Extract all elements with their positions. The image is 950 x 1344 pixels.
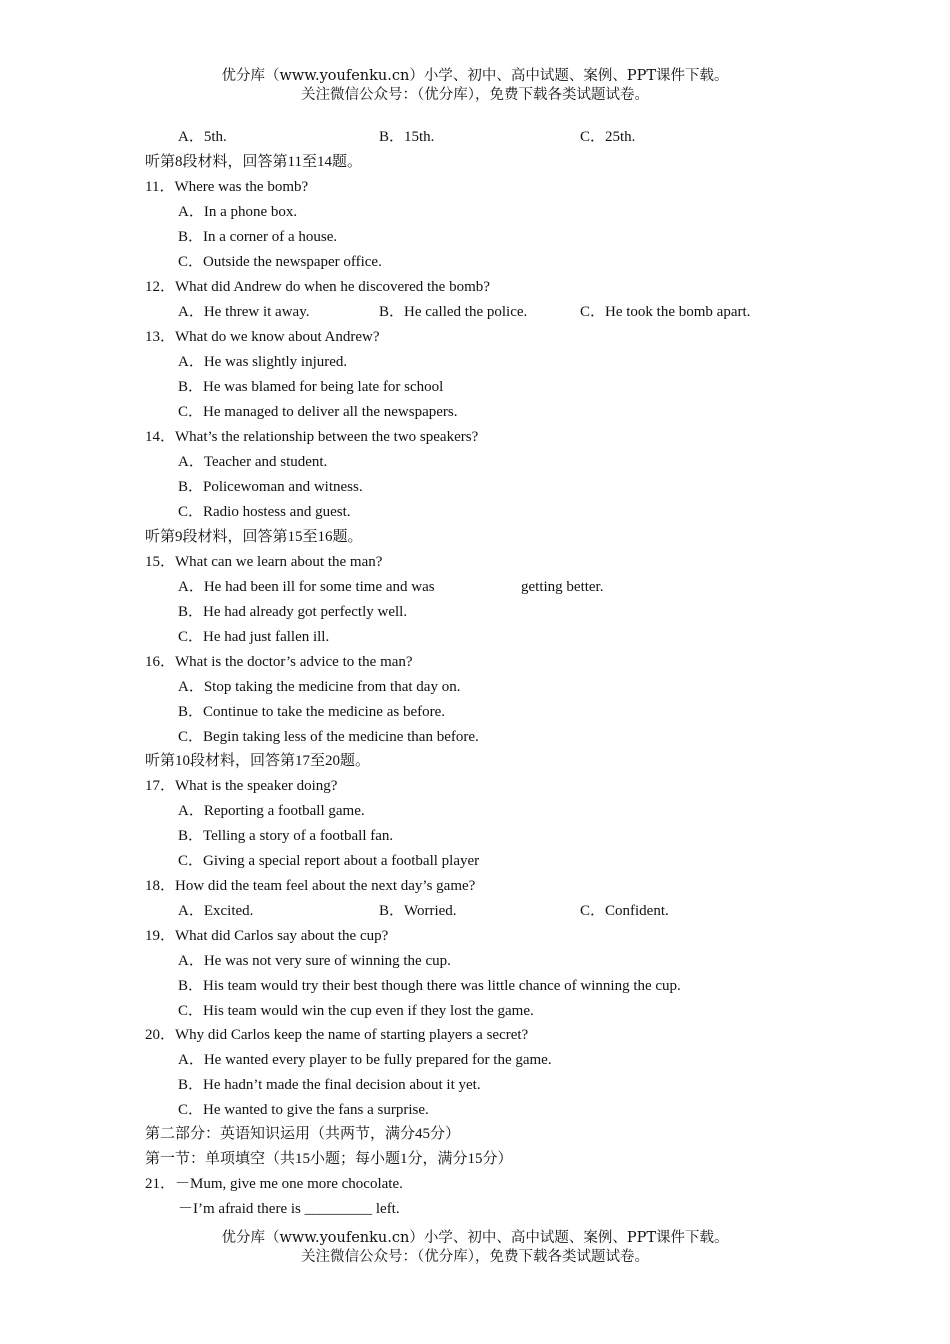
option-b: B．Policewoman and witness. xyxy=(178,479,363,495)
option-a-continued: getting better. xyxy=(521,579,604,595)
option-c: C．He took the bomb apart. xyxy=(580,304,751,320)
question-stem: 14．What’s the relationship between the two speakers? xyxy=(145,429,479,445)
option-b: B．15th. xyxy=(379,129,435,145)
option-b: B．He hadn’t made the final decision about it yet. xyxy=(178,1077,481,1093)
option-c: C．Giving a special report about a football player xyxy=(178,853,480,869)
option-c: C．25th. xyxy=(580,129,636,145)
option-c: C．Radio hostess and guest. xyxy=(178,504,351,520)
question-stem: 21．－Mum, give me one more chocolate. xyxy=(145,1176,403,1192)
footer-line-2: 关注微信公众号：（优分库），免费下载各类试题试卷。 xyxy=(301,1249,649,1265)
option-b: B．Telling a story of a football fan. xyxy=(178,828,394,844)
section-heading: 第一节：单项填空（共15小题；每小题1分，满分15分） xyxy=(145,1151,513,1167)
section-heading: 听第8段材料，回答第11至14题。 xyxy=(145,154,362,170)
question-stem: 12．What did Andrew do when he discovered the bomb? xyxy=(145,279,490,295)
part-heading: 第二部分：英语知识运用（共两节，满分45分） xyxy=(145,1126,461,1142)
page-footer xyxy=(0,1229,950,1267)
section-heading: 听第10段材料，回答第17至20题。 xyxy=(145,753,371,769)
option-c: C．Begin taking less of the medicine than before. xyxy=(178,729,479,745)
option-c: C．He had just fallen ill. xyxy=(178,629,330,645)
option-a: A．He wanted every player to be fully prepared for the game. xyxy=(178,1052,552,1068)
section-heading: 听第9段材料，回答第15至16题。 xyxy=(145,529,363,545)
question-stem: 17．What is the speaker doing? xyxy=(145,778,338,794)
header-line-2: 关注微信公众号：（优分库），免费下载各类试题试卷。 xyxy=(301,87,649,103)
option-b: B．His team would try their best though there was little chance of winning the cup. xyxy=(178,978,681,994)
option-a: A．He had been ill for some time and was xyxy=(178,579,435,595)
option-c: C．Outside the newspaper office. xyxy=(178,254,382,270)
option-a: A．Reporting a football game. xyxy=(178,803,365,819)
question-stem: 18．How did the team feel about the next day’s game? xyxy=(145,878,476,894)
option-a: A．He was not very sure of winning the cup. xyxy=(178,953,451,969)
option-b: B．He was blamed for being late for school xyxy=(178,379,444,395)
option-a: A．Stop taking the medicine from that day on. xyxy=(178,679,461,695)
question-stem: 15．What can we learn about the man? xyxy=(145,554,383,570)
dialogue-line: －I’m afraid there is _________ left. xyxy=(178,1201,400,1217)
option-c: C．Confident. xyxy=(580,903,669,919)
q12-options-row xyxy=(0,300,950,324)
q10-options-row xyxy=(0,125,950,149)
option-b: B．In a corner of a house. xyxy=(178,229,338,245)
option-b: B．Worried. xyxy=(379,903,457,919)
option-a: A．5th. xyxy=(178,129,227,145)
question-stem: 19．What did Carlos say about the cup? xyxy=(145,928,389,944)
option-b: B．Continue to take the medicine as before. xyxy=(178,704,446,720)
footer-line-1: 优分库（www.youfenku.cn）小学、初中、高中试题、案例、PPT课件下载。 xyxy=(221,1230,729,1246)
option-c: C．He managed to deliver all the newspapers. xyxy=(178,404,458,420)
question-stem: 20．Why did Carlos keep the name of starting players a secret? xyxy=(145,1027,529,1043)
q18-options-row xyxy=(0,899,950,923)
page-header xyxy=(0,67,950,105)
option-a: A．Teacher and student. xyxy=(178,454,328,470)
option-a: A．Excited. xyxy=(178,903,254,919)
option-b: B．He called the police. xyxy=(379,304,528,320)
option-a: A．In a phone box. xyxy=(178,204,298,220)
question-stem: 16．What is the doctor’s advice to the man? xyxy=(145,654,413,670)
question-stem: 13．What do we know about Andrew? xyxy=(145,329,380,345)
q15-option-a-row xyxy=(0,575,950,599)
option-c: C．His team would win the cup even if they lost the game. xyxy=(178,1003,534,1019)
question-stem: 11．Where was the bomb? xyxy=(145,179,309,195)
option-b: B．He had already got perfectly well. xyxy=(178,604,408,620)
header-line-1: 优分库（www.youfenku.cn）小学、初中、高中试题、案例、PPT课件下载。 xyxy=(221,68,729,84)
option-a: A．He threw it away. xyxy=(178,304,310,320)
option-c: C．He wanted to give the fans a surprise. xyxy=(178,1102,429,1118)
option-a: A．He was slightly injured. xyxy=(178,354,348,370)
